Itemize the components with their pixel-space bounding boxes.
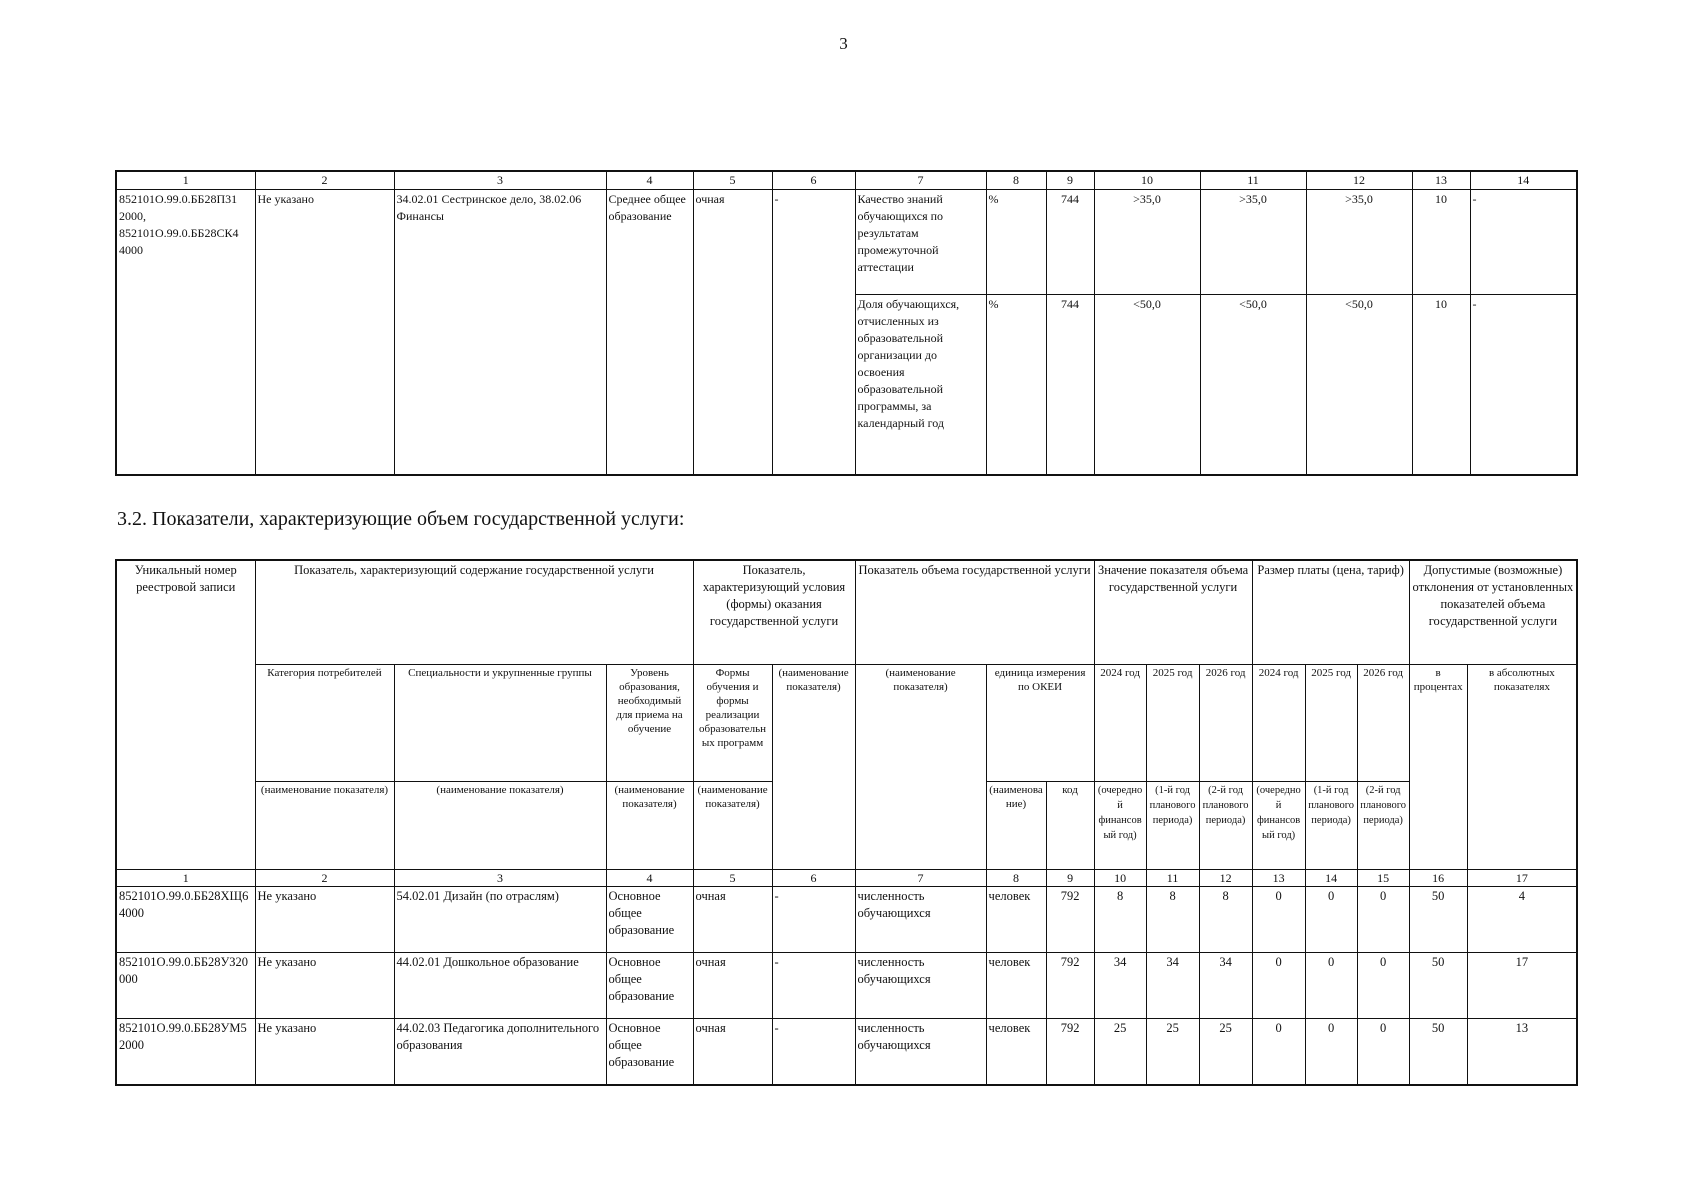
column-number: 3 (394, 171, 606, 190)
deviation-absolute-cell: 13 (1467, 1018, 1577, 1085)
consumer-category-cell: Не указано (255, 886, 394, 952)
column-number: 15 (1357, 869, 1409, 886)
fee-year-2026-header: 2026 год (1357, 664, 1409, 781)
study-form-cell: очная (693, 190, 772, 475)
deviations-header: Допустимые (возможные) отклонения от установленных показателей объема государственной услуги (1409, 560, 1577, 664)
unit-code-header: код (1046, 781, 1094, 869)
specialty-cell: 54.02.01 Дизайн (по отраслям) (394, 886, 606, 952)
column-number: 7 (855, 171, 986, 190)
column-6-cell: - (772, 886, 855, 952)
value-2026-cell: >35,0 (1306, 190, 1412, 295)
okei-code-cell: 744 (1046, 295, 1094, 475)
column-number: 16 (1409, 869, 1467, 886)
column-number: 4 (606, 171, 693, 190)
fee-header: Размер платы (цена, тариф) (1252, 560, 1409, 664)
column-6-cell: - (772, 952, 855, 1018)
unit-cell: % (986, 190, 1046, 295)
volume-indicator-header: Показатель объема государственной услуги (855, 560, 1094, 664)
fee-2024-cell: 0 (1252, 886, 1305, 952)
deviation-percent-cell: 10 (1412, 190, 1470, 295)
deviation-absolute-cell: - (1470, 190, 1577, 295)
column-number: 2 (255, 869, 394, 886)
value-2026-cell: 25 (1199, 1018, 1252, 1085)
deviation-absolute-cell: - (1470, 295, 1577, 475)
indicator-name-header: (наименование показателя) (255, 781, 394, 869)
column-number: 8 (986, 869, 1046, 886)
table-row (116, 190, 1577, 295)
volume-value-header: Значение показателя объема государственной услуги (1094, 560, 1252, 664)
deviation-percent-header: в процентах (1409, 664, 1467, 869)
indicator-name-header: (наименование показателя) (394, 781, 606, 869)
okei-code-cell: 744 (1046, 190, 1094, 295)
column-number: 14 (1470, 171, 1577, 190)
okei-code-cell: 792 (1046, 952, 1094, 1018)
fee-2026-cell: 0 (1357, 1018, 1409, 1085)
column-6-cell: - (772, 1018, 855, 1085)
specialty-cell: 44.02.03 Педагогика дополнительного образования (394, 1018, 606, 1085)
value-2025-cell: <50,0 (1200, 295, 1306, 475)
fee-2024-cell: 0 (1252, 1018, 1305, 1085)
consumer-category-cell: Не указано (255, 952, 394, 1018)
education-level-cell: Основное общее образование (606, 952, 693, 1018)
study-form-cell: очная (693, 886, 772, 952)
indicator-name-cell: численность обучающихся (855, 952, 986, 1018)
fee-financial-year-header: (очередной финансовый год) (1252, 781, 1305, 869)
column-number: 17 (1467, 869, 1577, 886)
study-form-cell: очная (693, 1018, 772, 1085)
section-title: 3.2. Показатели, характеризующие объем государственной услуги: (117, 508, 685, 530)
fee-plan-year-2-header: (2-й год планового периода) (1357, 781, 1409, 869)
fee-2025-cell: 0 (1305, 952, 1357, 1018)
specialties-header: Специальности и укрупненные группы (394, 664, 606, 781)
indicator-name-header: (наименование показателя) (606, 781, 693, 869)
header-row (116, 664, 1577, 781)
quality-indicators-table (115, 170, 1578, 476)
column-number-row (116, 171, 1577, 190)
column-number: 14 (1305, 869, 1357, 886)
fee-year-2024-header: 2024 год (1252, 664, 1305, 781)
column-number: 12 (1199, 869, 1252, 886)
plan-year-1-header: (1-й год планового периода) (1146, 781, 1199, 869)
header-row (116, 560, 1577, 664)
value-2026-cell: 8 (1199, 886, 1252, 952)
fee-2026-cell: 0 (1357, 952, 1409, 1018)
education-level-cell: Среднее общее образование (606, 190, 693, 475)
column-number: 5 (693, 869, 772, 886)
table-row (116, 952, 1577, 1018)
unit-cell: человек (986, 886, 1046, 952)
value-2025-cell: 34 (1146, 952, 1199, 1018)
plan-year-2-header: (2-й год планового периода) (1199, 781, 1252, 869)
value-2024-cell: 34 (1094, 952, 1146, 1018)
forms-header: Формы обучения и формы реализации образовательных программ (693, 664, 772, 781)
indicator-name-cell: численность обучающихся (855, 1018, 986, 1085)
year-2026-header: 2026 год (1199, 664, 1252, 781)
financial-year-header: (очередной финансовый год) (1094, 781, 1146, 869)
column-number: 4 (606, 869, 693, 886)
table-row (116, 1018, 1577, 1085)
column-number: 1 (116, 171, 255, 190)
column-number: 3 (394, 869, 606, 886)
conditions-indicator-header: Показатель, характеризующий условия (формы) оказания государственной услуги (693, 560, 855, 664)
column-6-cell: - (772, 190, 855, 475)
value-2024-cell: >35,0 (1094, 190, 1200, 295)
column-number: 6 (772, 171, 855, 190)
column-number: 11 (1200, 171, 1306, 190)
registry-number-cell: 852101О.99.0.ББ28П31 2000, 852101О.99.0.ББ28СК4 4000 (116, 190, 255, 475)
registry-number-header: Уникальный номер реестровой записи (116, 560, 255, 869)
condition-name-header: (наименование показателя) (772, 664, 855, 869)
indicator-name-cell: численность обучающихся (855, 886, 986, 952)
fee-2024-cell: 0 (1252, 952, 1305, 1018)
fee-2026-cell: 0 (1357, 886, 1409, 952)
consumer-category-cell: Не указано (255, 190, 394, 475)
column-number: 2 (255, 171, 394, 190)
deviation-absolute-cell: 17 (1467, 952, 1577, 1018)
consumer-category-cell: Не указано (255, 1018, 394, 1085)
value-2025-cell: >35,0 (1200, 190, 1306, 295)
fee-plan-year-1-header: (1-й год планового периода) (1305, 781, 1357, 869)
content-indicator-header: Показатель, характеризующий содержание государственной услуги (255, 560, 693, 664)
column-number: 13 (1412, 171, 1470, 190)
unit-name-header: (наименование) (986, 781, 1046, 869)
deviation-percent-cell: 10 (1412, 295, 1470, 475)
column-number: 6 (772, 869, 855, 886)
registry-number-cell: 852101О.99.0.ББ28УЗ20000 (116, 952, 255, 1018)
okei-code-cell: 792 (1046, 1018, 1094, 1085)
education-level-header: Уровень образования, необходимый для приема на обучение (606, 664, 693, 781)
column-number: 10 (1094, 869, 1146, 886)
deviation-absolute-cell: 4 (1467, 886, 1577, 952)
fee-2025-cell: 0 (1305, 886, 1357, 952)
column-number: 5 (693, 171, 772, 190)
volume-name-header: (наименование показателя) (855, 664, 986, 869)
unit-cell: человек (986, 1018, 1046, 1085)
indicator-name-cell: Качество знаний обучающихся по результатам промежуточной аттестации (855, 190, 986, 295)
volume-indicators-table (115, 559, 1578, 1086)
specialties-cell: 34.02.01 Сестринское дело, 38.02.06 Финансы (394, 190, 606, 475)
value-2025-cell: 25 (1146, 1018, 1199, 1085)
education-level-cell: Основное общее образование (606, 1018, 693, 1085)
deviation-absolute-header: в абсолютных показателях (1467, 664, 1577, 869)
fee-year-2025-header: 2025 год (1305, 664, 1357, 781)
deviation-percent-cell: 50 (1409, 886, 1467, 952)
deviation-percent-cell: 50 (1409, 1018, 1467, 1085)
column-number: 7 (855, 869, 986, 886)
registry-number-cell: 852101О.99.0.ББ28УМ52000 (116, 1018, 255, 1085)
value-2024-cell: 25 (1094, 1018, 1146, 1085)
value-2026-cell: 34 (1199, 952, 1252, 1018)
column-number: 12 (1306, 171, 1412, 190)
column-number-row (116, 869, 1577, 886)
value-2026-cell: <50,0 (1306, 295, 1412, 475)
unit-cell: % (986, 295, 1046, 475)
okei-code-cell: 792 (1046, 886, 1094, 952)
indicator-name-cell: Доля обучающихся, отчисленных из образовательной организации до освоения образовательной программы, за календарный год (855, 295, 986, 475)
year-2025-header: 2025 год (1146, 664, 1199, 781)
value-2025-cell: 8 (1146, 886, 1199, 952)
column-number: 13 (1252, 869, 1305, 886)
fee-2025-cell: 0 (1305, 1018, 1357, 1085)
column-number: 8 (986, 171, 1046, 190)
table-row (116, 886, 1577, 952)
column-number: 9 (1046, 171, 1094, 190)
indicator-name-header: (наименование показателя) (693, 781, 772, 869)
year-2024-header: 2024 год (1094, 664, 1146, 781)
consumer-category-header: Категория потребителей (255, 664, 394, 781)
registry-number-cell: 852101О.99.0.ББ28ХЩ64000 (116, 886, 255, 952)
value-2024-cell: <50,0 (1094, 295, 1200, 475)
okei-unit-header: единица измерения по ОКЕИ (986, 664, 1094, 781)
value-2024-cell: 8 (1094, 886, 1146, 952)
column-number: 10 (1094, 171, 1200, 190)
specialty-cell: 44.02.01 Дошкольное образование (394, 952, 606, 1018)
column-number: 1 (116, 869, 255, 886)
education-level-cell: Основное общее образование (606, 886, 693, 952)
column-number: 9 (1046, 869, 1094, 886)
unit-cell: человек (986, 952, 1046, 1018)
page-number: 3 (839, 34, 848, 53)
study-form-cell: очная (693, 952, 772, 1018)
column-number: 11 (1146, 869, 1199, 886)
deviation-percent-cell: 50 (1409, 952, 1467, 1018)
